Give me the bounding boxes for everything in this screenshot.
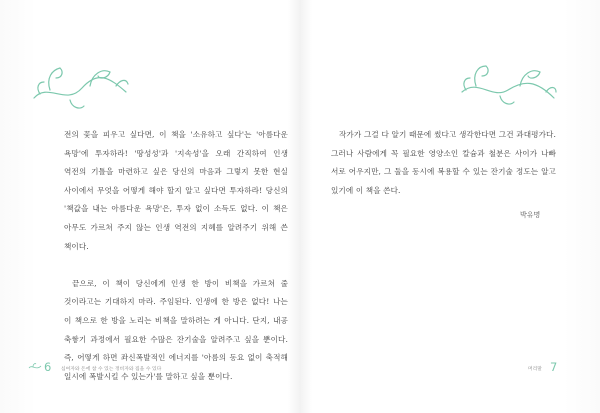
right-page-body — [331, 126, 556, 200]
page-number: 6 — [44, 360, 52, 374]
body-paragraph: 끝으로, 이 책이 당신에게 인생 한 방이 비책을 가르쳐 줄 것이라고는 기대하지 마라. 주임된다. 인생에 한 방은 없다! 나는 이 책으로 한 방을 노리는 비책을 말하려는 게 아니다. 단지, 내공 축쌓기 과정에서 필요한 수많은 잔기술을 알려주고 싶을 뿐이다. 즉, 어떻게 하면 좌신폭발적인 에너지를 '아름의 동요 없이 축적해 일시에 폭발시킬 수 있는가'를 말하고 싶을 뿐이다. — [64, 278, 288, 381]
vine-ornament-icon — [30, 58, 130, 114]
running-head: 머리말 — [528, 367, 542, 372]
vine-ornament-icon — [458, 58, 558, 114]
author-signature: 박유명 — [520, 211, 541, 219]
body-paragraph: 전의 꽃을 피우고 싶다면, 이 책을 '소유하고 싶다'는 '아름다운 욕망'에 투자하라! '땅성성'과 '지속성'을 오래 간직하여 인생 역전의 기틀을 마련하고 싶은 당신의 마음과 그렇지 못한 현실 사이에서 무엇을 어떻게 해야 할지 알고 싶다면 투자하라! 당신의 '책값을 내는 아름다운 욕망'은, 투자 없이 소득도 없다. 이 책은 아무도 가르쳐 주지 않는 인생 역전의 지혜를 알려주기 위해 쓴 책이다. — [64, 130, 288, 251]
page-number: 7 — [550, 360, 558, 374]
page-number-leaf-icon — [28, 362, 42, 372]
body-paragraph: 작가가 그걸 다 알기 때문에 썼다고 생각한다면 그건 과대평가다. 그러나 사람에게 꼭 필요한 영양소인 칼슘과 철분은 사이가 나빠 서로 어우지만, 그 둘을 동시에 복용할 수 있는 잔기술 정도는 알고 있기에 이 책을 쓴다. — [331, 130, 556, 195]
running-head: 십여자와 돈에 참 수 있는 정비자와 집을 수 있다 — [61, 367, 162, 372]
left-page-body — [64, 126, 288, 386]
